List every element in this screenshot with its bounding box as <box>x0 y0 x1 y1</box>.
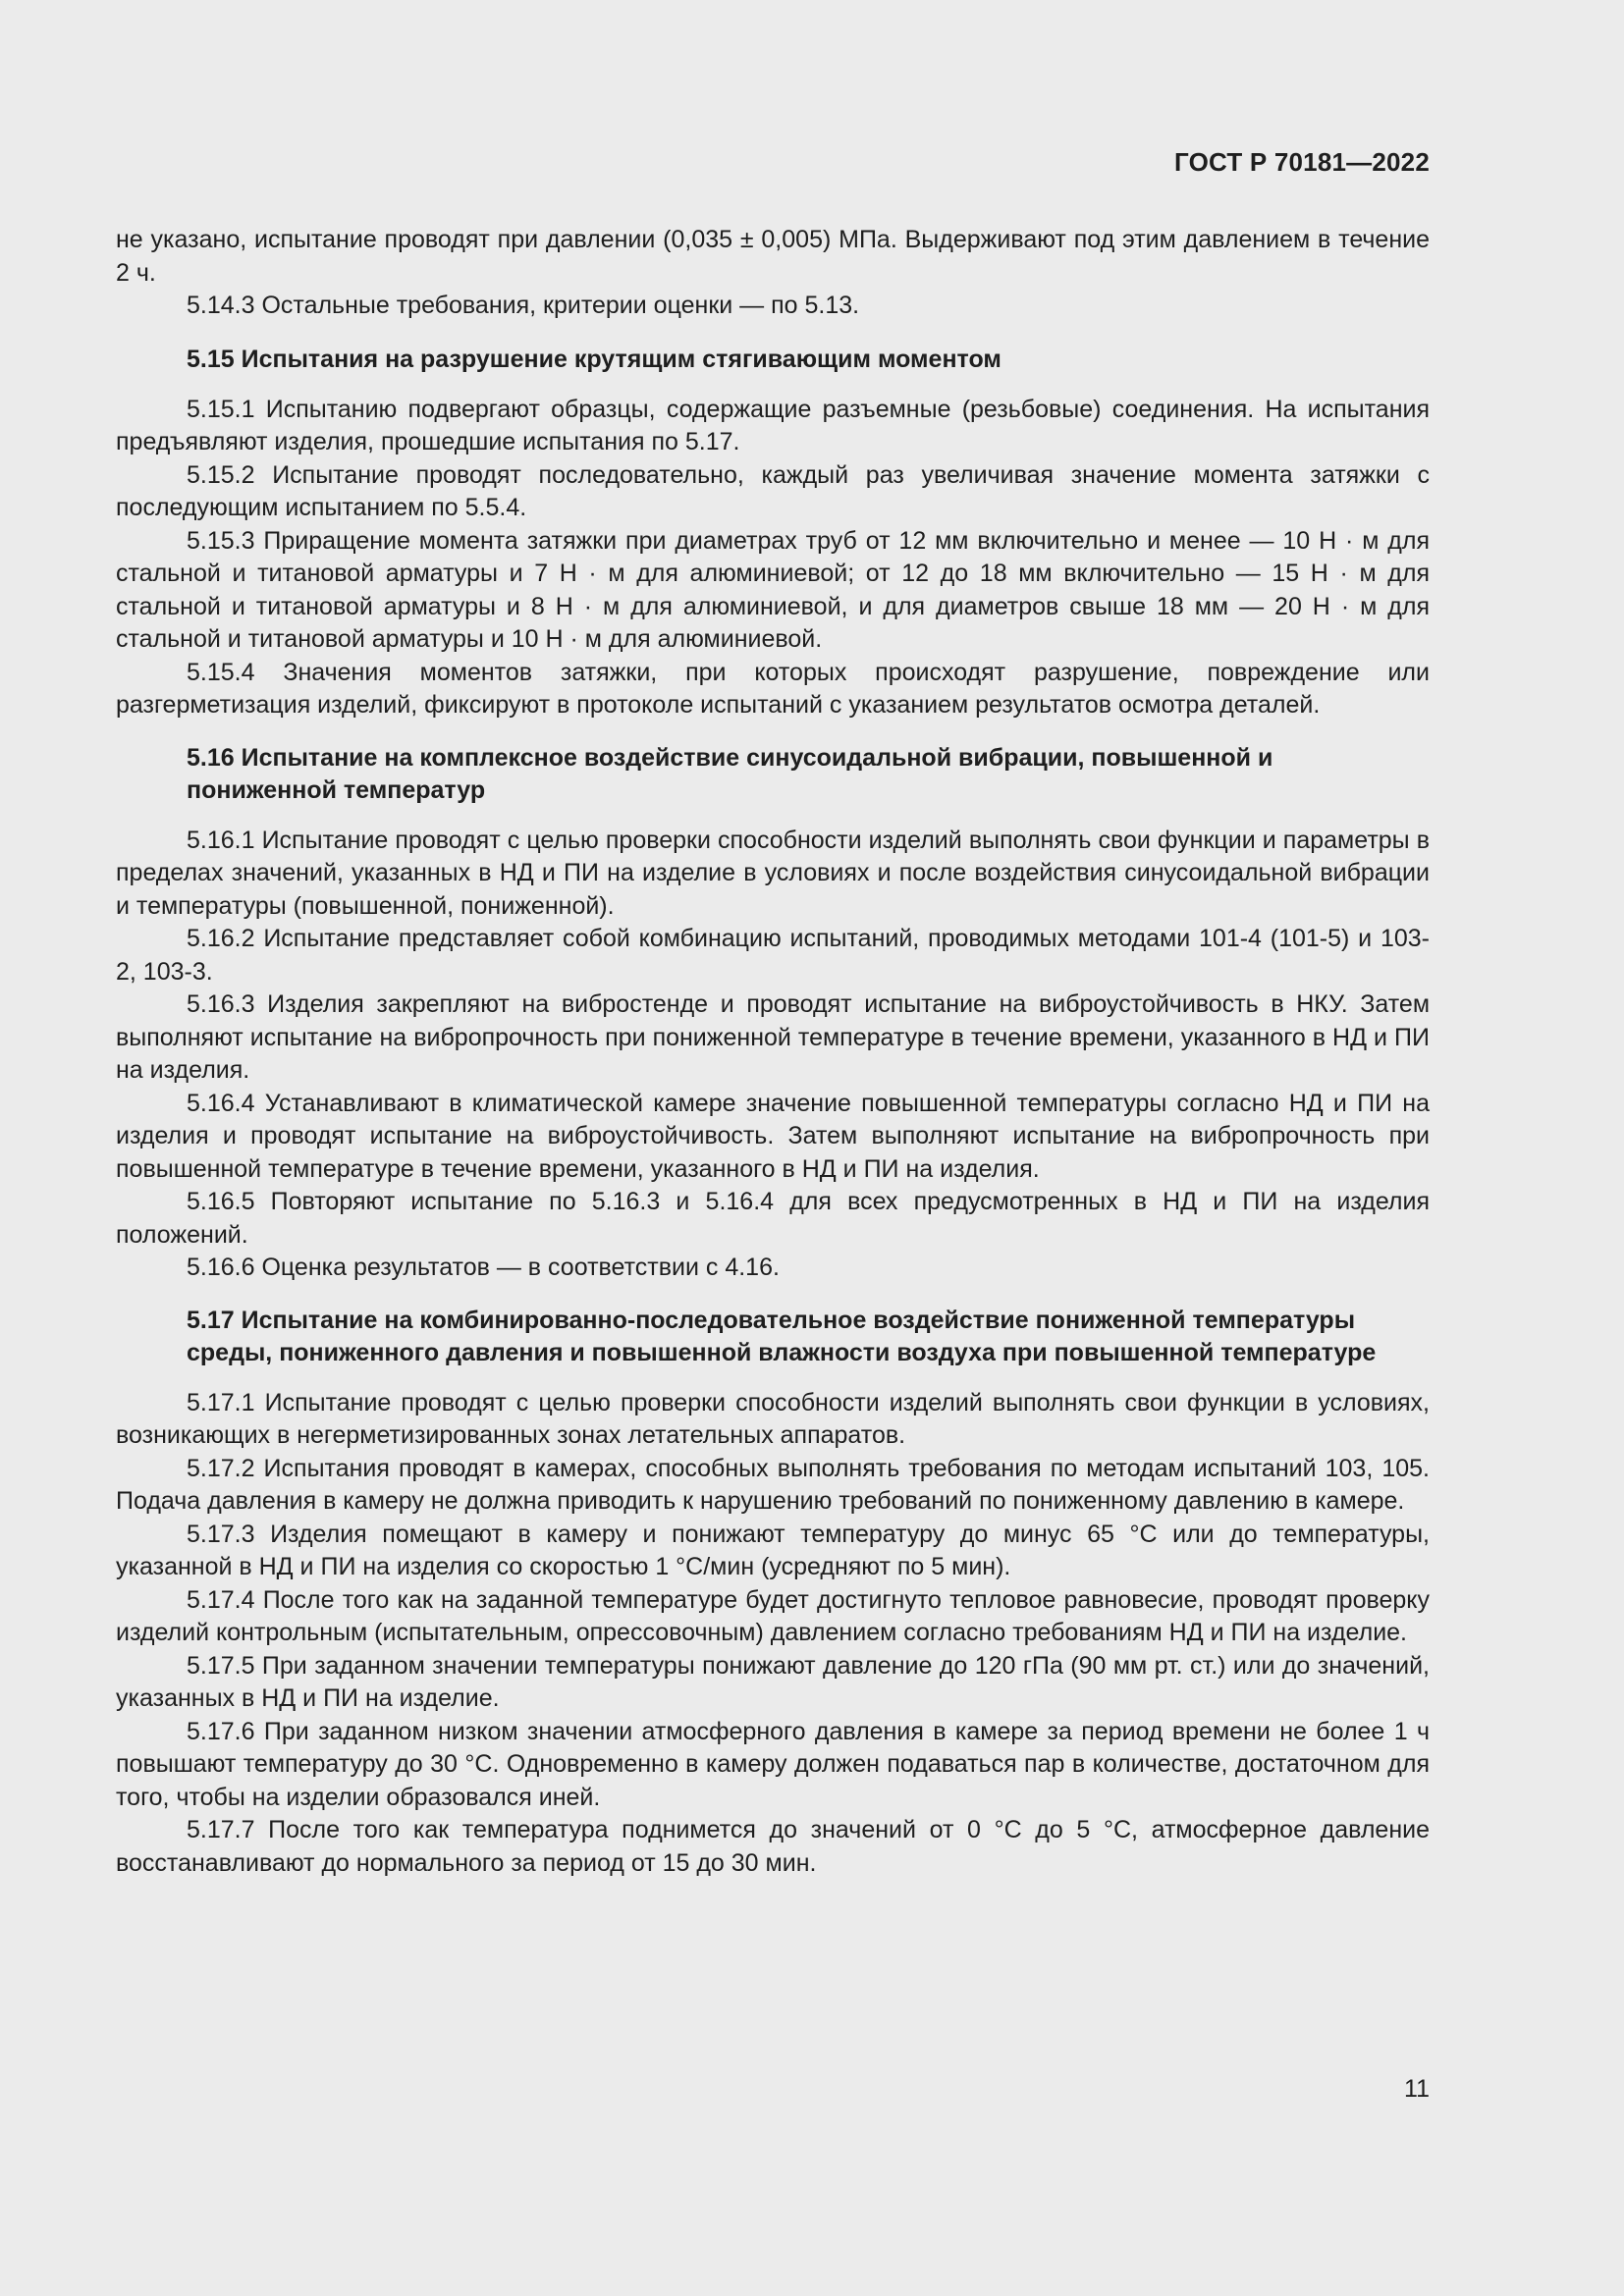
paragraph-5-16-5: 5.16.5 Повторяют испытание по 5.16.3 и 5.16.4 для всех предусмотренных в НД и ПИ на изделия положений. <box>116 1188 1430 1249</box>
paragraph-5-15-3: 5.15.3 Приращение момента затяжки при диаметрах труб от 12 мм включительно и менее — 10 Н · м для стальной и титановой арматуры и 7 Н · м для алюминиевой; от 12 до 18 мм включительно — 15 Н · м для стальной и титановой арматуры и 8 Н · м для алюминиевой, и для диаметров свыше 18 мм — 20 Н · м для стальной и титановой арматуры и 10 Н · м для алюминиевой. <box>116 526 1430 653</box>
paragraph-5-15-1: 5.15.1 Испытанию подвергают образцы, содержащие разъемные (резьбовые) соединения. На испытания предъявляют изделия, прошедшие испытания по 5.17. <box>116 395 1430 455</box>
paragraph-5-16-6: 5.16.6 Оценка результатов — в соответствии с 4.16. <box>187 1254 780 1281</box>
paragraph-5-17-2: 5.17.2 Испытания проводят в камерах, способных выполнять требования по методам испытаний 103, 105. Подача давления в камеру не должна приводить к нарушению требований по пониженному давлению в камере. <box>116 1454 1430 1515</box>
paragraph-5-16-4: 5.16.4 Устанавливают в климатической камере значение повышенной температуры согласно НД и ПИ на изделия и проводят испытание на виброустойчивость. Затем выполняют испытание на вибропрочность при повышенной температуре в течение времени, указанного в НД и ПИ на изделия. <box>116 1089 1430 1183</box>
document-code-header: ГОСТ Р 70181—2022 <box>1174 147 1430 177</box>
section-heading-5-15: 5.15 Испытания на разрушение крутящим стягивающим моментом <box>187 345 1001 373</box>
paragraph-5-17-7: 5.17.7 После того как температура поднимется до значений от 0 °С до 5 °С, атмосферное давление восстанавливают до нормального за период от 15 до 30 мин. <box>116 1816 1430 1877</box>
paragraph-5-17-5: 5.17.5 При заданном значении температуры понижают давление до 120 гПа (90 мм рт. ст.) или до значений, указанных в НД и ПИ на изделие. <box>116 1651 1430 1712</box>
page-number: 11 <box>1404 2075 1430 2103</box>
paragraph-5-16-3: 5.16.3 Изделия закрепляют на вибростенде и проводят испытание на виброустойчивость в НКУ. Затем выполняют испытание на вибропрочность при пониженной температуре в течение времени, указанного в НД и ПИ на изделия. <box>116 990 1430 1084</box>
paragraph-5-17-1: 5.17.1 Испытание проводят с целью проверки способности изделий выполнять свои функции в условиях, возникающих в негерметизированных зонах летательных аппаратов. <box>116 1388 1430 1449</box>
section-heading-5-17: 5.17 Испытание на комбинированно-последовательное воздействие пониженной температуры среды, пониженного давления и повышенной влажности воздуха при повышенной температуре <box>187 1306 1377 1366</box>
paragraph-5-17-3: 5.17.3 Изделия помещают в камеру и понижают температуру до минус 65 °С или до температуры, указанной в НД и ПИ на изделия со скоростью 1 °С/мин (усредняют по 5 мин). <box>116 1520 1430 1580</box>
paragraph-5-16-1: 5.16.1 Испытание проводят с целью проверки способности изделий выполнять свои функции и параметры в пределах значений, указанных в НД и ПИ на изделие в условиях и после воздействия синусоидальной вибрации и температуры (повышенной, пониженной). <box>116 826 1430 920</box>
paragraph-5-14-3: 5.14.3 Остальные требования, критерии оценки — по 5.13. <box>187 292 860 319</box>
paragraph-5-15-4: 5.15.4 Значения моментов затяжки, при которых происходят разрушение, повреждение или разгерметизация изделий, фиксируют в протоколе испытаний с указанием результатов осмотра деталей. <box>116 658 1430 719</box>
paragraph-5-16-2: 5.16.2 Испытание представляет собой комбинацию испытаний, проводимых методами 101-4 (101-5) и 103-2, 103-3. <box>116 925 1430 986</box>
paragraph-5-15-2: 5.15.2 Испытание проводят последовательно, каждый раз увеличивая значение момента затяжки с последующим испытанием по 5.5.4. <box>116 460 1430 521</box>
paragraph-5-17-4: 5.17.4 После того как на заданной температуре будет достигнуто тепловое равновесие, проводят проверку изделий контрольным (испытательным, опрессовочным) давлением согласно требованиям НД и ПИ на изделие. <box>116 1585 1430 1646</box>
document-body <box>116 224 1430 1880</box>
paragraph-5-17-6: 5.17.6 При заданном низком значении атмосферного давления в камере за период времени не более 1 ч повышают температуру до 30 °С. Одновременно в камеру должен подаваться пар в количестве, достаточном для того, чтобы на изделии образовался иней. <box>116 1717 1430 1811</box>
paragraph-continuation: не указано, испытание проводят при давлении (0,035 ± 0,005) МПа. Выдерживают под этим давлением в течение 2 ч. <box>116 226 1430 287</box>
section-heading-5-16: 5.16 Испытание на комплексное воздействие синусоидальной вибрации, повышенной и пониженной температур <box>187 743 1273 804</box>
